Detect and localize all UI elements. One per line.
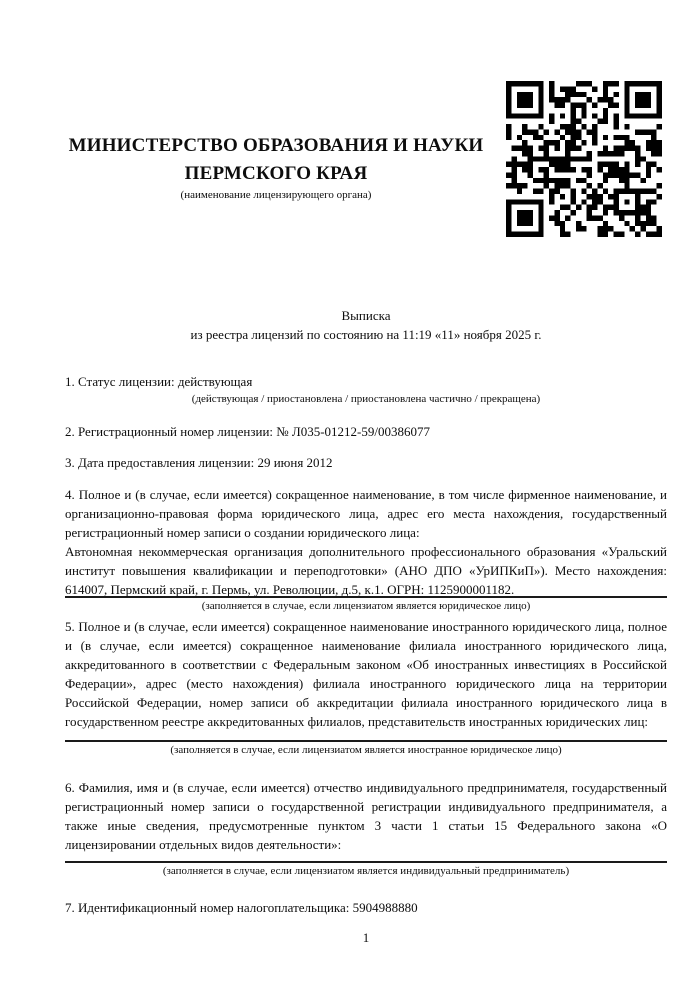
document-title: Выписка — [341, 308, 391, 323]
item-4-label: 4. Полное и (в случае, если имеется) сокращенное наименование, в том числе фирменное наименование, и организационно-правовая форма юридического лица, адрес его места нахождения, государственный регистрационный номер записи о создании юридического лица: — [65, 487, 667, 540]
item-2-text: 2. Регистрационный номер лицензии: № Л035-01212-59/00386077 — [65, 424, 431, 439]
license-item-foreign-entity — [65, 617, 667, 757]
item-3-text: 3. Дата предоставления лицензии: 29 июня 2012 — [65, 455, 333, 470]
licensing-authority-caption: (наименование лицензирующего органа) — [180, 189, 372, 201]
item-1-caption: (действующая / приостановлена / приостановлена частично / прекращена) — [191, 393, 541, 405]
license-item-individual-entrepreneur — [65, 778, 667, 878]
license-item-grant-date — [65, 453, 667, 472]
item-5-label: 5. Полное и (в случае, если имеется) сокращенное наименование иностранного юридического лица, полное и (в случае, если имеется) сокращенное наименование филиала иностранного юридического лица, аккредитованного в соответствии с Федеральным законом «Об иностранных инвестициях в Российской Федерации», адрес (место нахождения) филиала иностранного юридического лица на территории Российской Федерации, номер записи об аккредитации филиала иностранного юридического лица в государственном реестре аккредитованных филиалов, представительств иностранных юридических лиц: — [65, 619, 667, 729]
item-4-caption: (заполняется в случае, если лицензиатом является юридическое лицо) — [201, 600, 531, 612]
license-item-inn — [65, 898, 667, 917]
ministry-header — [62, 132, 490, 202]
qr-code — [506, 81, 662, 237]
license-item-status — [65, 372, 667, 406]
item-5-rule — [65, 740, 667, 742]
item-6-rule — [65, 861, 667, 863]
item-6-caption: (заполняется в случае, если лицензиатом является индивидуальный предприниматель) — [162, 865, 570, 877]
document-title-block — [65, 306, 667, 344]
ministry-name-line-2: ПЕРМСКОГО КРАЯ — [184, 163, 368, 184]
item-7-text: 7. Идентификационный номер налогоплательщика: 5904988880 — [65, 900, 418, 915]
item-1-text: 1. Статус лицензии: действующая — [65, 374, 253, 389]
page-number: 1 — [362, 930, 370, 945]
license-item-reg-number — [65, 422, 667, 441]
item-5-caption: (заполняется в случае, если лицензиатом является иностранное юридическое лицо) — [170, 744, 562, 756]
ministry-name-line-1: МИНИСТЕРСТВО ОБРАЗОВАНИЯ И НАУКИ — [68, 135, 484, 156]
license-item-legal-entity — [65, 485, 667, 613]
document-subtitle: из реестра лицензий по состоянию на 11:19 «11» ноября 2025 г. — [190, 327, 542, 342]
item-4-value: Автономная некоммерческая организация дополнительного профессионального образования «Уральский институт повышения квалификации и переподготовки» (АНО ДПО «УрИПКиП»). Место нахождения: 614007, Пермский край, г. Пермь, ул. Революции, д.5, к.1. ОГРН: 1125900001182. — [65, 544, 667, 597]
item-6-label: 6. Фамилия, имя и (в случае, если имеется) отчество индивидуального предпринимателя, государственный регистрационный номер записи о государственной регистрации индивидуального предпринимателя, а также иные сведения, предусмотренные пунктом 3 части 1 статьи 15 Федерального закона «О лицензировании отдельных видов деятельности»: — [65, 780, 667, 852]
